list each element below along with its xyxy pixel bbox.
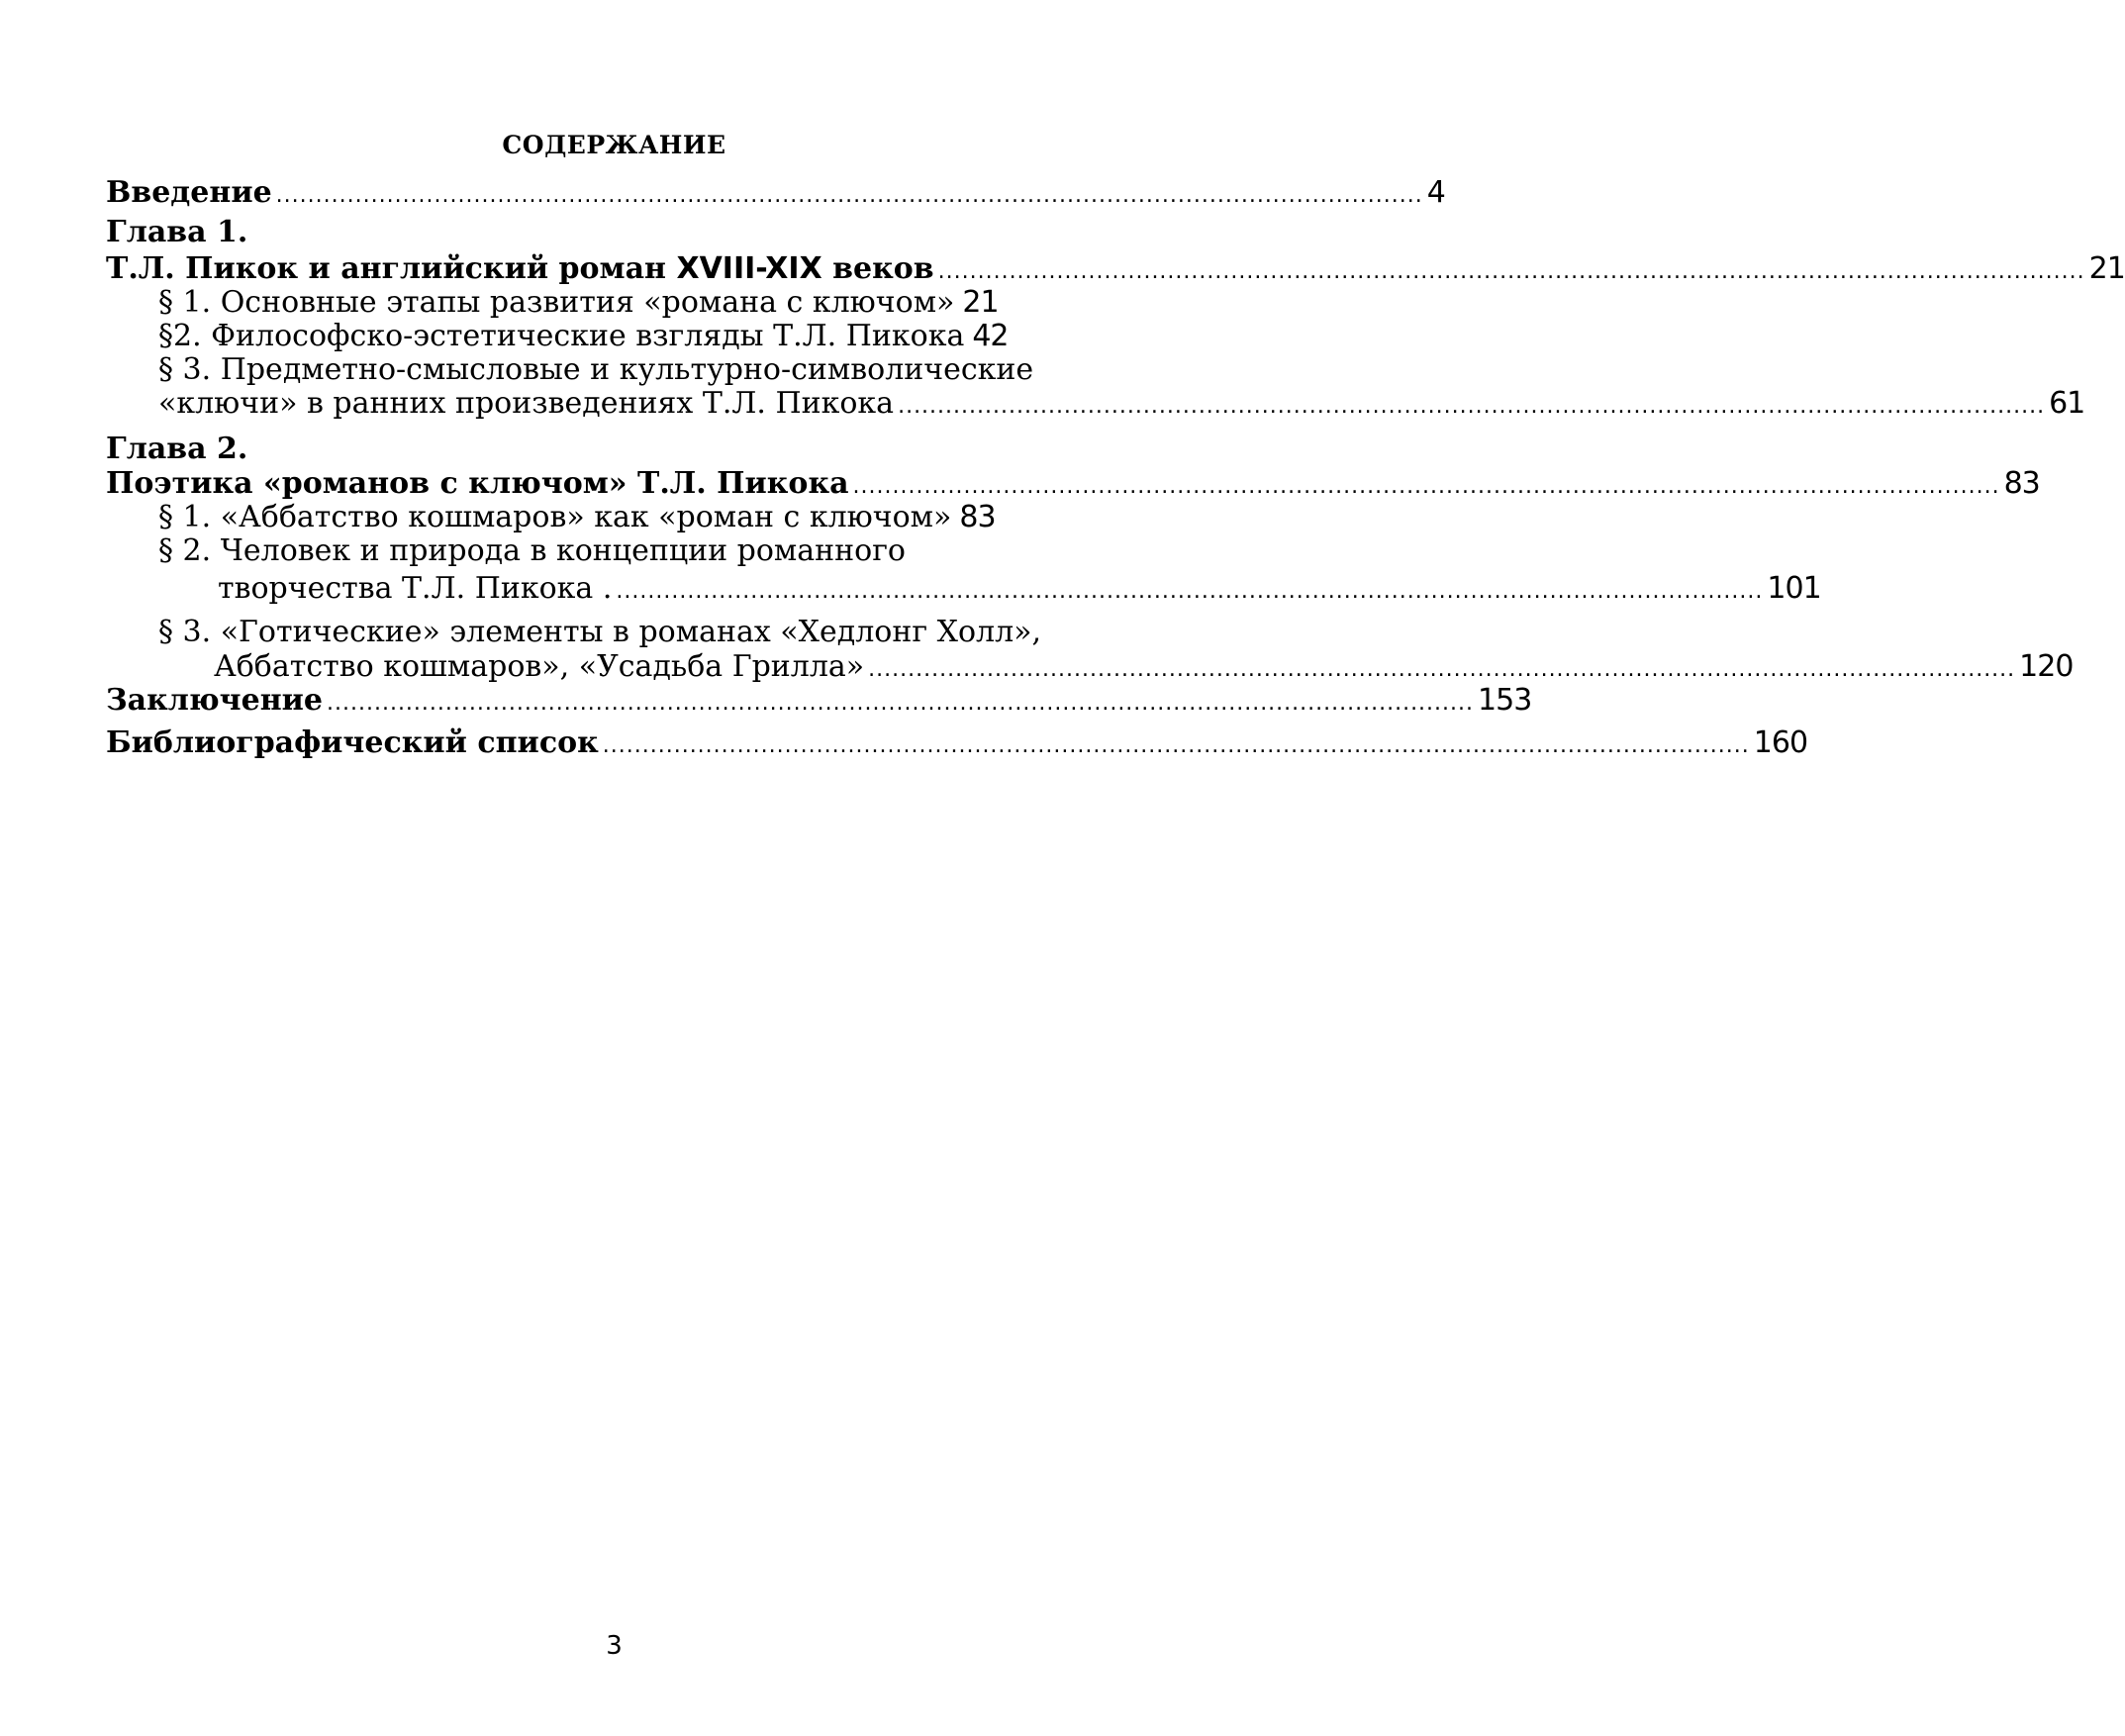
toc-leader: .................................................................................................................................................: [616, 579, 1764, 604]
toc-label: творчества Т.Л. Пикока .: [218, 571, 613, 606]
toc-label: «ключи» в ранних произведениях Т.Л. Пикока: [158, 386, 895, 421]
toc-page-number: 120: [2019, 649, 2074, 684]
toc-entry-section-line: [158, 532, 906, 570]
toc-label: § 1. Основные этапы развития «романа с ключом»: [158, 285, 955, 320]
toc-leader: .................................................................................................................................................: [898, 394, 2046, 419]
toc-page-number: 83: [2003, 466, 2040, 501]
toc-page-number: 160: [1753, 725, 1808, 760]
toc-entry-section-line: [158, 351, 1033, 389]
toc-label: §2. Философско-эстетические взгляды Т.Л. Пикока: [158, 319, 965, 353]
toc-leader: .................................................................................................................................................: [327, 691, 1475, 716]
toc-label: Введение: [106, 175, 272, 210]
toc-leader: .................................................................................................................................................: [275, 183, 1423, 208]
toc-page-number: 42: [972, 319, 1009, 353]
toc-page-number: 61: [2049, 386, 2085, 421]
toc-label: § 2. Человек и природа в концепции романного: [158, 533, 906, 568]
toc-label-part: веков: [821, 251, 934, 286]
toc-entry-section: [218, 570, 1821, 611]
toc-label: Глава 1.: [106, 215, 248, 249]
toc-entry-section-line: [158, 614, 1041, 651]
toc-label: § 3. «Готические» элементы в романах «Хедлонг Холл»,: [158, 615, 1042, 649]
toc-page-number: 21: [2088, 251, 2125, 286]
toc-label: Заключение: [106, 683, 323, 718]
toc-page-number: 83: [959, 500, 996, 534]
toc-page-number: 153: [1478, 683, 1532, 718]
toc-entry-conclusion: [106, 682, 1532, 723]
toc-page-number: 4: [1426, 175, 1445, 210]
toc-chapter-heading: [106, 431, 247, 468]
toc-leader: .................................................................................................................................................: [852, 474, 2000, 499]
toc-label: Глава 2.: [106, 432, 248, 466]
toc-leader: .................................................................................................................................................: [868, 657, 2016, 682]
toc-label: Библиографический список: [106, 725, 599, 760]
toc-label: Аббатство кошмаров», «Усадьба Грилла»: [214, 649, 865, 684]
toc-page-number: 101: [1767, 571, 1821, 606]
toc-entry-bibliography: [106, 724, 1808, 765]
toc-label: Поэтика «романов с ключом» Т.Л. Пикока: [106, 466, 849, 501]
toc-label-roman-numerals: XVIII-XIX: [676, 251, 822, 286]
toc-entry-section: [158, 385, 2085, 426]
toc-label: § 3. Предметно-смысловые и культурно-символические: [158, 352, 1034, 387]
toc-leader: .................................................................................................................................................: [602, 733, 1750, 758]
page-title: СОДЕРЖАНИЕ: [502, 131, 726, 159]
toc-label: § 1. «Аббатство кошмаров» как «роман с ключом»: [158, 500, 952, 534]
toc-chapter-heading: [106, 214, 247, 251]
toc-page-number: 21: [962, 285, 999, 320]
page-number: 3: [606, 1631, 623, 1661]
toc-leader: .................................................................................................................................................: [937, 259, 2085, 284]
toc-label-part: Т.Л. Пикок и английский роман: [106, 251, 677, 286]
toc-label: [106, 250, 934, 288]
toc-entry-intro: [106, 174, 1445, 215]
